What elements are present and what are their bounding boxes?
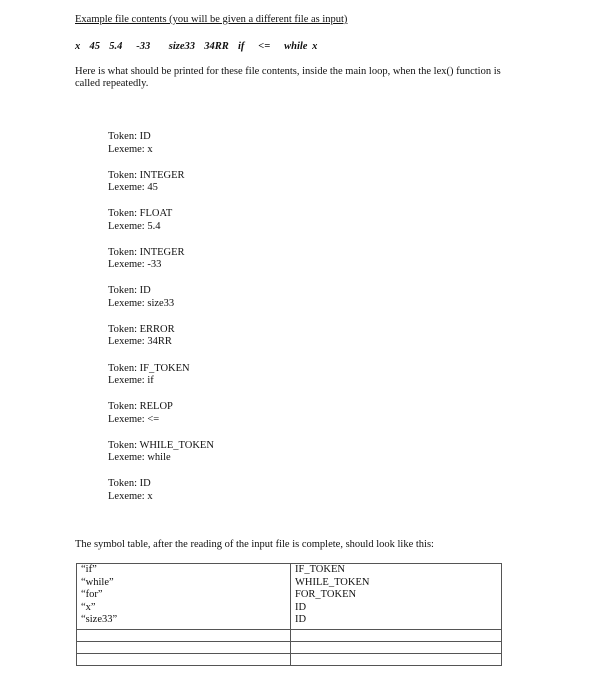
token-item	[108, 247, 214, 286]
empty-cell	[291, 642, 502, 654]
empty-cell	[291, 654, 502, 666]
token-item	[108, 478, 214, 517]
token-label: Token: RELOP	[108, 401, 173, 413]
token-label: Token: ERROR	[108, 323, 175, 335]
lexeme-label: Lexeme: if	[108, 375, 154, 387]
token-item	[108, 285, 214, 324]
token-label: Token: ID	[108, 285, 151, 297]
symbol-keys-cell	[77, 564, 291, 630]
token-item	[108, 208, 214, 247]
symbol-value: FOR_TOKEN	[295, 589, 357, 600]
symbol-table-title: The symbol table, after the reading of the input file is complete, should look like this:	[75, 539, 434, 550]
table-row	[77, 564, 502, 630]
symbol-value: ID	[295, 614, 307, 625]
token-item	[108, 440, 214, 479]
token-item	[108, 324, 214, 363]
symbol-key: “while”	[81, 576, 114, 588]
token-item	[108, 131, 214, 170]
description-text: Here is what should be printed for these file contents, inside the main loop, when the lex() function is called repeatedly.	[75, 66, 501, 89]
table-row	[77, 654, 502, 666]
symbol-key: “size33”	[81, 614, 118, 625]
lexeme-label: Lexeme: x	[108, 143, 153, 155]
empty-cell	[77, 630, 291, 642]
token-label: Token: INTEGER	[108, 169, 185, 181]
token-label: Token: INTEGER	[108, 246, 185, 258]
symbol-value: ID	[295, 601, 307, 613]
token-item	[108, 170, 214, 209]
table-row	[77, 630, 502, 642]
empty-cell	[77, 654, 291, 666]
token-label: Token: ID	[108, 131, 151, 142]
token-item	[108, 363, 214, 402]
lexeme-label: Lexeme: while	[108, 452, 171, 464]
lexeme-label: Lexeme: size33	[108, 297, 175, 309]
lexeme-label: Lexeme: 34RR	[108, 336, 172, 348]
example-file-contents: x 45 5.4 -33 size33 34RR if <= while x	[75, 41, 318, 52]
empty-cell	[291, 630, 502, 642]
token-label: Token: FLOAT	[108, 208, 173, 220]
token-label: Token: WHILE_TOKEN	[108, 439, 214, 451]
lexeme-label: Lexeme: 5.4	[108, 220, 161, 232]
token-label: Token: ID	[108, 478, 151, 490]
symbol-value: IF_TOKEN	[295, 564, 345, 575]
symbol-key: “x”	[81, 601, 96, 613]
symbol-value: WHILE_TOKEN	[295, 576, 370, 588]
empty-cell	[77, 642, 291, 654]
symbol-key: “for”	[81, 589, 103, 600]
symbol-key: “if”	[81, 564, 97, 575]
lexeme-label: Lexeme: -33	[108, 259, 162, 271]
lexeme-label: Lexeme: x	[108, 490, 153, 502]
lexeme-label: Lexeme: <=	[108, 413, 160, 425]
table-row	[77, 642, 502, 654]
token-label: Token: IF_TOKEN	[108, 362, 190, 374]
symbol-values-cell	[291, 564, 502, 630]
token-output-list	[108, 131, 214, 517]
symbol-table	[76, 563, 502, 666]
token-item	[108, 401, 214, 440]
lexeme-label: Lexeme: 45	[108, 182, 158, 194]
example-heading: Example file contents (you will be given a different file as input)	[75, 14, 348, 25]
